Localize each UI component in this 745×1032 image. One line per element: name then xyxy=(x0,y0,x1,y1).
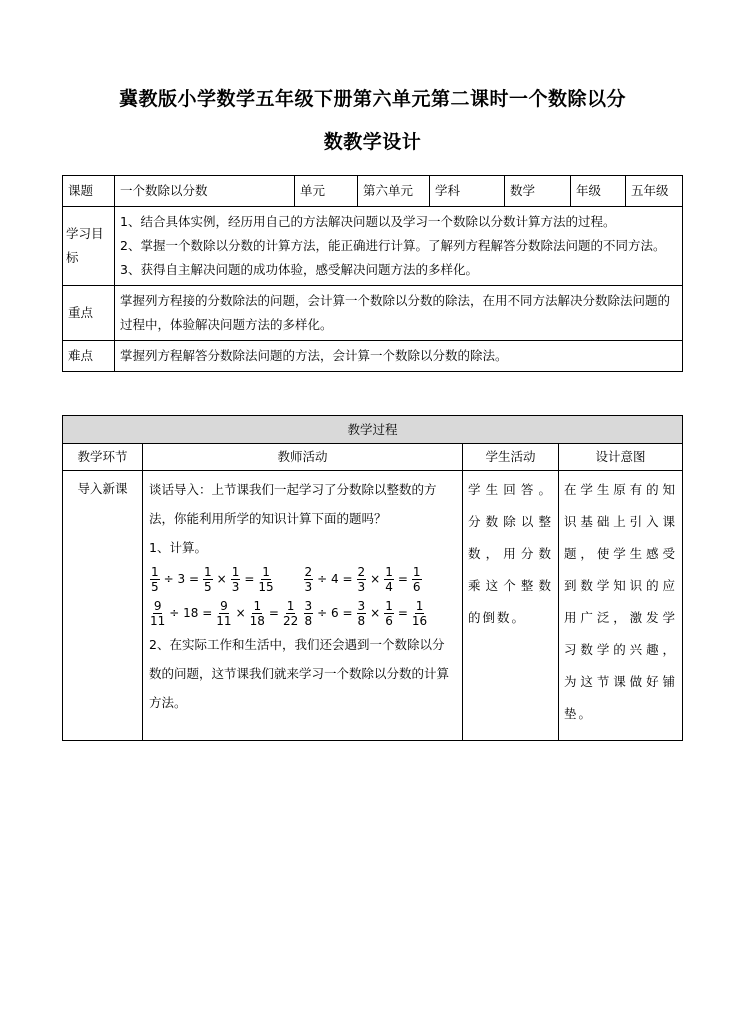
course-label: 课题 xyxy=(63,176,115,207)
teacher-item2: 2、在实际工作和生活中，我们还会遇到一个数除以分数的问题，这节课我们就来学习一个数除以分数的计算方法。 xyxy=(149,637,450,710)
col-design: 设计意图 xyxy=(559,444,683,471)
teacher-intro: 谈话导入：上节课我们一起学习了分数除以整数的方法，你能利用所学的知识计算下面的题吗？ xyxy=(149,482,437,526)
stage-cell: 导入新课 xyxy=(63,471,143,741)
fraction: $\frac{3}{8}$ xyxy=(357,598,366,628)
equation-2: $\frac{2}{3}$ ÷ 4 = $\frac{2}{3}$ × $\frac{1}{4}$ = $\frac{1}{6}$ xyxy=(304,564,421,594)
goal-item: 1、结合具体实例，经历用自己的方法解决问题以及学习一个数除以分数计算方法的过程。 xyxy=(120,214,616,229)
teacher-item1: 1、计算。 xyxy=(149,540,207,555)
fraction: $\frac{1}{22}$ xyxy=(282,598,299,628)
goal-item: 2、掌握一个数除以分数的计算方法，能正确进行计算。了解列方程解答分数除法问题的不同方法。 xyxy=(120,238,666,253)
equation-4: $\frac{3}{8}$ ÷ 6 = $\frac{3}{8}$ × $\frac{1}{6}$ = $\frac{1}{16}$ xyxy=(304,598,428,628)
fraction: $\frac{9}{11}$ xyxy=(150,598,166,628)
key-value: 掌握列方程接的分数除法的问题，会计算一个数除以分数的除法，在用不同方法解决分数除法问题的过程中，体验解决问题方法的多样化。 xyxy=(115,286,683,341)
fraction: $\frac{1}{3}$ xyxy=(231,564,240,594)
fraction: $\frac{1}{4}$ xyxy=(385,564,393,594)
process-table xyxy=(62,415,683,741)
fraction: $\frac{9}{11}$ xyxy=(216,598,232,628)
fraction: $\frac{1}{18}$ xyxy=(249,598,265,628)
fraction: $\frac{2}{3}$ xyxy=(357,564,366,594)
fraction: $\frac{3}{8}$ xyxy=(304,598,313,628)
fraction: $\frac{1}{5}$ xyxy=(204,564,212,594)
key-label: 重点 xyxy=(63,286,115,341)
grade-label: 年级 xyxy=(571,176,626,207)
fraction: $\frac{1}{16}$ xyxy=(411,598,428,628)
course-value: 一个数除以分数 xyxy=(115,176,295,207)
teacher-cell xyxy=(143,471,463,741)
subject-label: 学科 xyxy=(430,176,505,207)
fraction: $\frac{1}{6}$ xyxy=(412,564,421,594)
goals-cell xyxy=(115,207,683,286)
equation-3: $\frac{9}{11}$ ÷ 18 = $\frac{9}{11}$ × $\frac{1}{18}$ = $\frac{1}{22}$ xyxy=(150,598,299,628)
student-cell: 学生回答。分数除以整数，用分数乘这个整数的倒数。 xyxy=(463,471,559,741)
col-teacher: 教师活动 xyxy=(143,444,463,471)
goal-item: 3、获得自主解决问题的成功体验，感受解决问题方法的多样化。 xyxy=(120,262,478,277)
equation-row xyxy=(149,596,456,630)
equation-1: $\frac{1}{5}$ ÷ 3 = $\frac{1}{5}$ × $\frac{1}{3}$ = $\frac{1}{15}$ xyxy=(151,564,274,594)
design-cell: 在学生原有的知识基础上引入课题，使学生感受到数学知识的应用广泛，激发学习数学的兴趣，为这节课做好铺垫。 xyxy=(559,471,683,741)
grade-value: 五年级 xyxy=(626,176,683,207)
unit-label: 单元 xyxy=(295,176,358,207)
fraction: $\frac{1}{5}$ xyxy=(151,564,159,594)
doc-title-line1: 冀教版小学数学五年级下册第六单元第二课时一个数除以分 xyxy=(118,88,626,110)
col-student: 学生活动 xyxy=(463,444,559,471)
col-stage: 教学环节 xyxy=(63,444,143,471)
equation-row xyxy=(149,562,456,596)
fraction: $\frac{1}{15}$ xyxy=(258,564,274,594)
goals-label: 学习目标 xyxy=(63,207,115,286)
process-header: 教学过程 xyxy=(63,416,683,444)
info-table xyxy=(62,175,683,372)
difficult-value: 掌握列方程解答分数除法问题的方法，会计算一个数除以分数的除法。 xyxy=(115,341,683,372)
fraction: $\frac{1}{6}$ xyxy=(385,598,393,628)
doc-title-line2: 数教学设计 xyxy=(323,131,422,153)
subject-value: 数学 xyxy=(505,176,571,207)
difficult-label: 难点 xyxy=(63,341,115,372)
fraction: $\frac{2}{3}$ xyxy=(304,564,313,594)
unit-value: 第六单元 xyxy=(358,176,430,207)
